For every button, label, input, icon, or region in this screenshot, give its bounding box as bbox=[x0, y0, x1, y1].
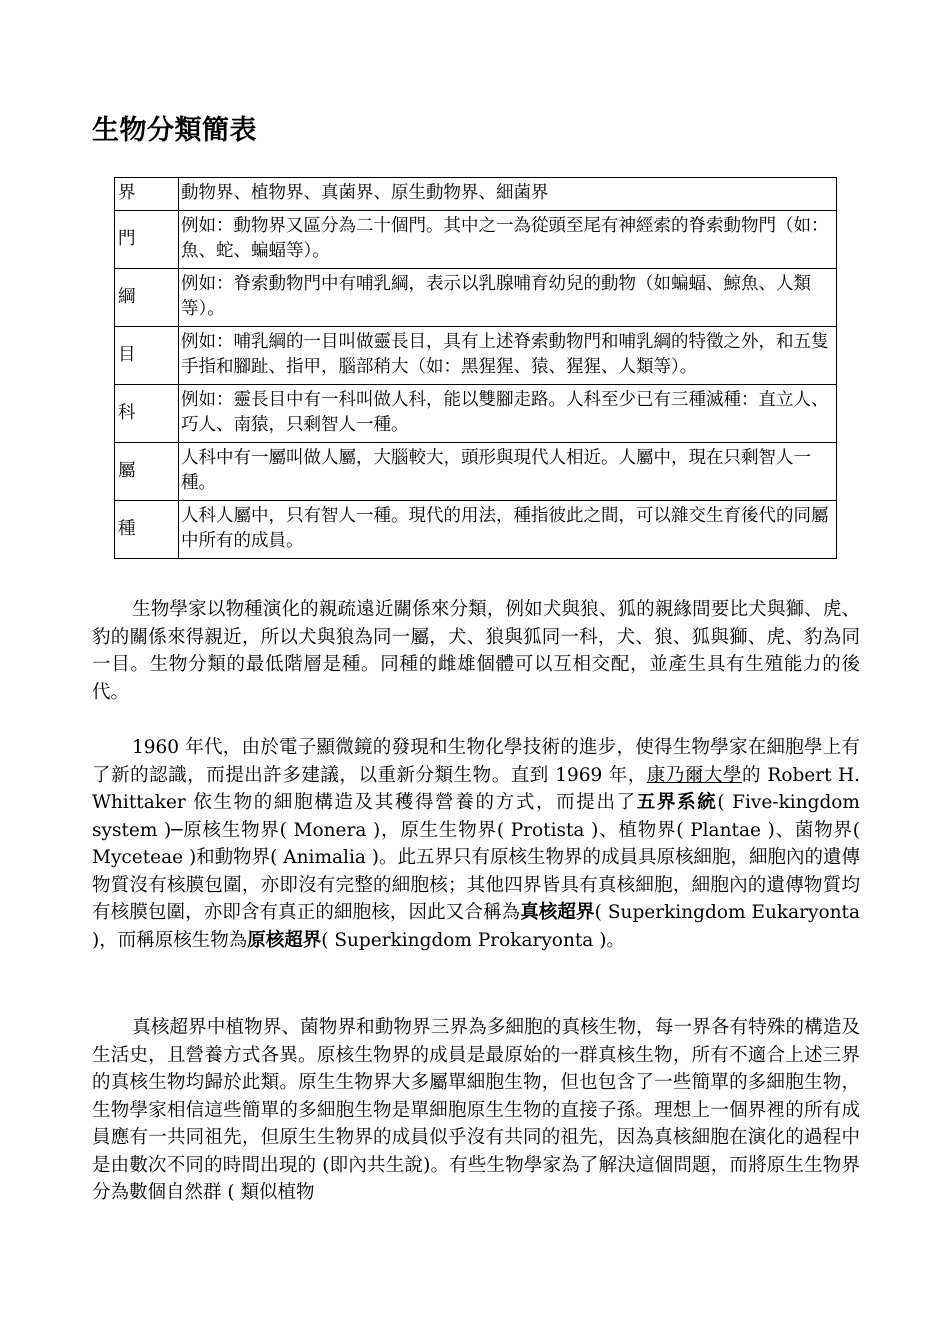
table-row bbox=[115, 443, 837, 501]
five-kingdom-term: 五界系統 bbox=[636, 792, 718, 813]
paragraph-2-text-3: ( Five-kingdom system )─原核生物界( Monera )，原生生物界( Protista )、植物界( Plantae )、菌物界( Myceteae )和動物界( Animalia )。此五界只有原核生物界的成員具原核細胞，細胞內的遺傳物質沒有核膜包圍，亦即沒有完整的細胞核；其他四界皆具有真核細胞，細胞內的遺傳物質均有核膜包圍，亦即含有真正的細胞核，因此又合稱為 bbox=[92, 792, 860, 923]
rank-cell: 界 bbox=[115, 178, 179, 211]
paragraph-1 bbox=[92, 596, 860, 706]
table-row bbox=[115, 178, 837, 211]
paragraph-3-text: 真核超界中植物界、菌物界和動物界三界為多細胞的真核生物，每一界各有特殊的構造及生活史，且營養方式各異。原核生物界的成員是最原始的一群真核生物，所有不適合上述三界的真核生物均歸於此類。原生生物界大多屬單細胞生物，但也包含了一些簡單的多細胞生物，生物學家相信這些簡單的多細胞生物是單細胞原生生物的直接子孫。理想上一個界裡的所有成員應有一共同祖先，但原生生物界的成員似乎沒有共同的祖先，因為真核細胞在演化的過程中是由數次不同的時間出現的 (即內共生說)。有些生物學家為了解決這個問題，而將原生生物界分為數個自然群 ( 類似植物 bbox=[92, 1017, 860, 1203]
description-cell: 例如：哺乳綱的一目叫做靈長目，具有上述脊索動物門和哺乳綱的特徵之外，和五隻手指和腳趾、指甲，腦部稍大（如：黑猩猩、猿、猩猩、人類等）。 bbox=[179, 327, 837, 385]
paragraph-1-text: 生物學家以物種演化的親疏遠近關係來分類，例如犬與狼、狐的親緣間要比犬與獅、虎、豹的關係來得親近，所以犬與狼為同一屬，犬、狼與狐同一科，犬、狼、狐與獅、虎、豹為同一目。生物分類的最低階層是種。同種的雌雄個體可以互相交配，並產生具有生殖能力的後代。 bbox=[92, 599, 860, 703]
description-cell: 例如：靈長目中有一科叫做人科，能以雙腳走路。人科至少已有三種滅種：直立人、巧人、南猿，只剩智人一種。 bbox=[179, 385, 837, 443]
table-row bbox=[115, 385, 837, 443]
table-row bbox=[115, 269, 837, 327]
table-row bbox=[115, 501, 837, 559]
paragraph-2-text-4: ( Superkingdom Eukaryonta )，而稱原核生物為 bbox=[92, 902, 860, 951]
cornell-university-link[interactable]: 康乃爾大學 bbox=[646, 764, 742, 786]
rank-cell: 綱 bbox=[115, 269, 179, 327]
page-title: 生物分類簡表 bbox=[92, 115, 257, 146]
rank-cell: 種 bbox=[115, 501, 179, 559]
table-row bbox=[115, 327, 837, 385]
table-row bbox=[115, 211, 837, 269]
paragraph-2-text-2: 的 Robert H. Whittaker 依生物的細胞構造及其穫得營養的方式，而提出了 bbox=[92, 764, 860, 813]
description-cell: 動物界、植物界、真菌界、原生動物界、細菌界 bbox=[179, 178, 837, 211]
rank-cell: 門 bbox=[115, 211, 179, 269]
paragraph-2 bbox=[92, 734, 860, 954]
description-cell: 人科人屬中，只有智人一種。現代的用法，種指彼此之間，可以雜交生育後代的同屬中所有的成員。 bbox=[179, 501, 837, 559]
rank-cell: 目 bbox=[115, 327, 179, 385]
paragraph-2-text-5: ( Superkingdom Prokaryonta )。 bbox=[321, 929, 625, 951]
rank-cell: 屬 bbox=[115, 443, 179, 501]
rank-cell: 科 bbox=[115, 385, 179, 443]
eukaryonta-term: 真核超界 bbox=[520, 902, 595, 923]
paragraph-2-text-1: 1960 年代，由於電子顯微鏡的發現和生物化學技術的進步，使得生物學家在細胞學上有了新的認識，而提出許多建議，以重新分類生物。直到 1969 年， bbox=[92, 737, 860, 786]
description-cell: 例如：動物界又區分為二十個門。其中之一為從頭至尾有神經索的脊索動物門（如：魚、蛇、蝙蝠等）。 bbox=[179, 211, 837, 269]
prokaryonta-term: 原核超界 bbox=[247, 929, 322, 951]
classification-table bbox=[114, 177, 837, 559]
description-cell: 例如：脊索動物門中有哺乳綱，表示以乳腺哺育幼兒的動物（如蝙蝠、鯨魚、人類等）。 bbox=[179, 269, 837, 327]
paragraph-3 bbox=[92, 1014, 860, 1207]
description-cell: 人科中有一屬叫做人屬，大腦較大，頭形與現代人相近。人屬中，現在只剩智人一種。 bbox=[179, 443, 837, 501]
